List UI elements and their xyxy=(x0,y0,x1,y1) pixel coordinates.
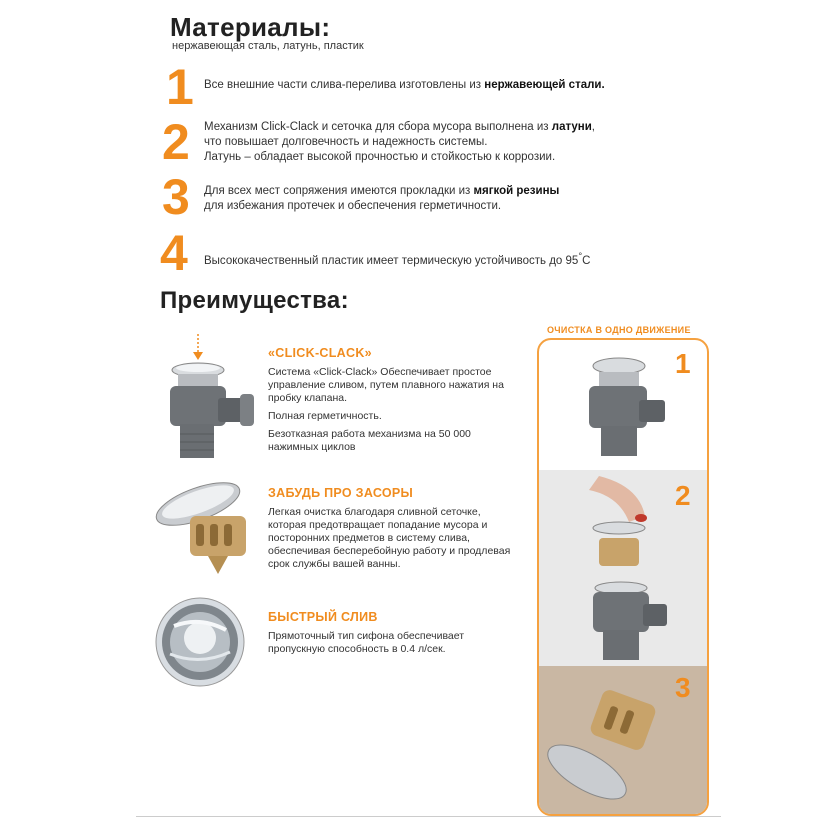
material-number-1: 1 xyxy=(166,59,194,115)
step-number-1: 1 xyxy=(675,348,691,379)
material-text-2: Механизм Click-Clack и сеточка для сбора мусора выполнена из латуни, что повышает долговечность и надежность системы. Латунь – обладает высокой прочностью и стойкостью к коррозии. xyxy=(204,121,595,163)
material-number-4: 4 xyxy=(160,225,188,281)
advantage-heading-click-clack: «CLICK-CLACK» xyxy=(268,346,372,360)
material-number-2: 2 xyxy=(162,114,190,170)
advantages-title: Преимущества: xyxy=(160,287,349,314)
material-text-1: Все внешние части слива-перелива изготовлены из нержавеющей стали. xyxy=(204,79,605,91)
fast-drain-image xyxy=(154,596,246,688)
cleaning-steps-panel xyxy=(537,338,709,816)
advantage-heading-fast-drain: БЫСТРЫЙ СЛИВ xyxy=(268,610,378,624)
material-text-4: Высококачественный пластик имеет термическую устойчивость до 95°С xyxy=(204,251,591,267)
step-number-2: 2 xyxy=(675,480,691,511)
brass-strainer-image xyxy=(152,476,256,580)
footer-divider xyxy=(136,816,721,817)
materials-subtitle: нержавеющая сталь, латунь, пластик xyxy=(172,40,364,52)
step-number-3: 3 xyxy=(675,672,691,703)
step-3-image xyxy=(545,676,669,806)
cleaning-panel-label: ОЧИСТКА В ОДНО ДВИЖЕНИЕ xyxy=(547,325,691,335)
step-2-image xyxy=(559,476,679,662)
materials-title: Материалы: xyxy=(170,12,331,42)
material-number-3: 3 xyxy=(162,169,190,225)
click-clack-valve-image xyxy=(156,330,260,466)
advantage-heading-clogs: ЗАБУДЬ ПРО ЗАСОРЫ xyxy=(268,486,414,500)
advantage-text-clogs: Легкая очистка благодаря сливной сеточке, которая предотвращает попадание мусора и посторонних предметов в систему слива, обеспечивая бесперебойную работу и продлевая срок службы вашей ванны. xyxy=(268,506,511,570)
material-text-3: Для всех мест сопряжения имеются прокладки из мягкой резины для избежания протечек и обеспечения герметичности. xyxy=(204,185,560,212)
advantage-text-click-clack: Система «Click-Clack» Обеспечивает простое управление сливом, путем плавного нажатия на пробку клапана. Полная герметичность. Безотказная работа механизма на 50 000 нажимных циклов xyxy=(268,366,504,453)
advantage-text-fast-drain: Прямоточный тип сифона обеспечивает пропускную способность в 0.4 л/сек. xyxy=(268,630,465,655)
step-1-image xyxy=(579,354,669,464)
